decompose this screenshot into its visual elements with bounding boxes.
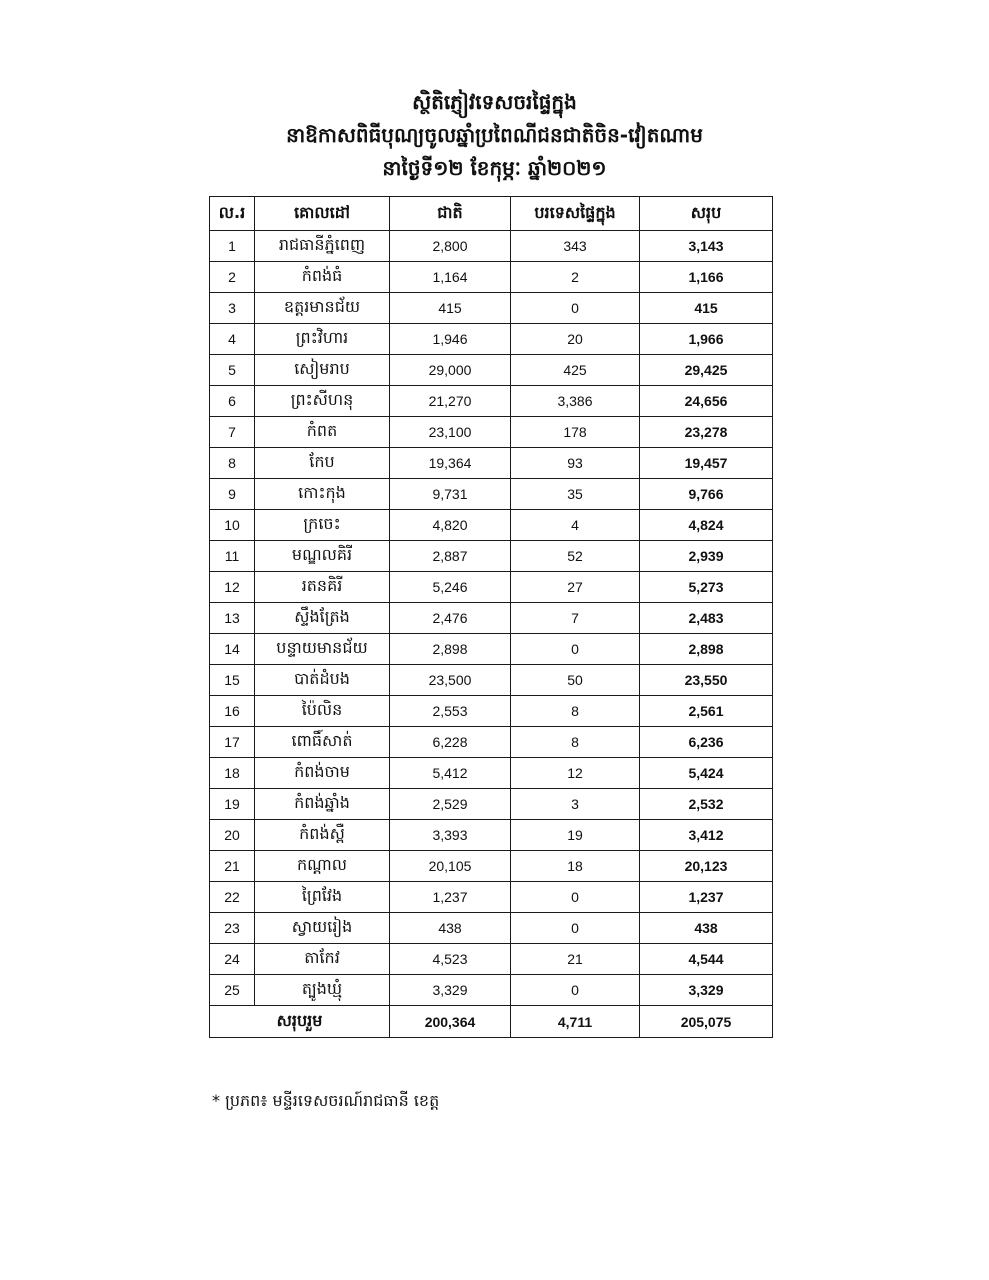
cell-total: 23,550 <box>640 665 773 696</box>
cell-foreign: 1,946 <box>390 324 511 355</box>
cell-province: ប៉ៃលិន <box>255 696 390 727</box>
cell-foreign: 6,228 <box>390 727 511 758</box>
cell-no: 20 <box>210 820 255 851</box>
cell-domestic: 20 <box>511 324 640 355</box>
header-total: សរុប <box>640 197 773 231</box>
table-row <box>210 789 773 820</box>
cell-no: 21 <box>210 851 255 882</box>
cell-no: 11 <box>210 541 255 572</box>
cell-foreign: 20,105 <box>390 851 511 882</box>
title-line-2: នាឱកាសពិធីបុណ្យចូលឆ្នាំប្រពៃណីជនជាតិចិន-វៀតណាម <box>286 123 703 147</box>
cell-foreign: 415 <box>390 293 511 324</box>
header-foreign: ជាតិ <box>390 197 511 231</box>
cell-no: 18 <box>210 758 255 789</box>
header-no: ល.រ <box>210 197 255 231</box>
cell-province: កំពង់ធំ <box>255 262 390 293</box>
table-row <box>210 696 773 727</box>
cell-foreign: 1,237 <box>390 882 511 913</box>
document-title <box>0 86 989 185</box>
cell-province: ពោធិ៍សាត់ <box>255 727 390 758</box>
table-row <box>210 510 773 541</box>
table-row <box>210 541 773 572</box>
table-row <box>210 820 773 851</box>
cell-domestic: 0 <box>511 913 640 944</box>
cell-foreign: 4,523 <box>390 944 511 975</box>
table-row <box>210 231 773 262</box>
cell-domestic: 12 <box>511 758 640 789</box>
table-row <box>210 882 773 913</box>
cell-total: 1,237 <box>640 882 773 913</box>
cell-domestic: 4 <box>511 510 640 541</box>
cell-total: 1,166 <box>640 262 773 293</box>
cell-domestic: 0 <box>511 882 640 913</box>
table-row <box>210 727 773 758</box>
cell-foreign: 23,100 <box>390 417 511 448</box>
cell-no: 7 <box>210 417 255 448</box>
table-header-row <box>210 197 773 231</box>
cell-province: កោះកុង <box>255 479 390 510</box>
cell-domestic: 35 <box>511 479 640 510</box>
cell-domestic: 18 <box>511 851 640 882</box>
cell-no: 2 <box>210 262 255 293</box>
cell-province: កណ្ដាល <box>255 851 390 882</box>
cell-no: 15 <box>210 665 255 696</box>
cell-no: 17 <box>210 727 255 758</box>
cell-foreign: 438 <box>390 913 511 944</box>
cell-foreign: 5,412 <box>390 758 511 789</box>
summary-row <box>210 1006 773 1038</box>
cell-domestic: 21 <box>511 944 640 975</box>
cell-no: 23 <box>210 913 255 944</box>
header-domestic: បរទេសផ្ទៃក្នុង <box>511 197 640 231</box>
cell-total: 5,273 <box>640 572 773 603</box>
cell-total: 2,483 <box>640 603 773 634</box>
summary-total: 205,075 <box>640 1006 773 1038</box>
cell-total: 23,278 <box>640 417 773 448</box>
cell-domestic: 8 <box>511 696 640 727</box>
cell-domestic: 27 <box>511 572 640 603</box>
cell-no: 14 <box>210 634 255 665</box>
table-row <box>210 417 773 448</box>
cell-domestic: 0 <box>511 975 640 1006</box>
table-row <box>210 324 773 355</box>
cell-province: បន្ទាយមានជ័យ <box>255 634 390 665</box>
cell-province: កំពត <box>255 417 390 448</box>
table-row <box>210 262 773 293</box>
cell-province: ព្រះវិហារ <box>255 324 390 355</box>
cell-foreign: 3,393 <box>390 820 511 851</box>
cell-total: 3,143 <box>640 231 773 262</box>
table-row <box>210 386 773 417</box>
cell-foreign: 3,329 <box>390 975 511 1006</box>
cell-province: តាកែវ <box>255 944 390 975</box>
cell-province: សៀមរាប <box>255 355 390 386</box>
cell-foreign: 29,000 <box>390 355 511 386</box>
cell-no: 10 <box>210 510 255 541</box>
summary-domestic: 4,711 <box>511 1006 640 1038</box>
table-row <box>210 913 773 944</box>
table-row <box>210 293 773 324</box>
cell-no: 22 <box>210 882 255 913</box>
cell-foreign: 2,898 <box>390 634 511 665</box>
cell-province: ស្ទឹងត្រែង <box>255 603 390 634</box>
cell-foreign: 23,500 <box>390 665 511 696</box>
table-row <box>210 479 773 510</box>
cell-domestic: 52 <box>511 541 640 572</box>
cell-no: 4 <box>210 324 255 355</box>
cell-province: ស្វាយរៀង <box>255 913 390 944</box>
cell-foreign: 2,887 <box>390 541 511 572</box>
cell-province: បាត់ដំបង <box>255 665 390 696</box>
cell-foreign: 2,476 <box>390 603 511 634</box>
cell-no: 13 <box>210 603 255 634</box>
cell-no: 12 <box>210 572 255 603</box>
cell-domestic: 0 <box>511 293 640 324</box>
header-destination: គោលដៅ <box>255 197 390 231</box>
cell-total: 4,544 <box>640 944 773 975</box>
cell-province: រាជធានីភ្នំពេញ <box>255 231 390 262</box>
table-row <box>210 355 773 386</box>
cell-province: ឧត្តរមានជ័យ <box>255 293 390 324</box>
cell-domestic: 19 <box>511 820 640 851</box>
title-line-1: ស្ថិតិភ្ញៀវទេសចរផ្ទៃក្នុង <box>412 90 577 114</box>
table-row <box>210 634 773 665</box>
cell-domestic: 3 <box>511 789 640 820</box>
statistics-table <box>209 196 773 1038</box>
cell-total: 9,766 <box>640 479 773 510</box>
cell-province: ព្រៃវែង <box>255 882 390 913</box>
table-row <box>210 975 773 1006</box>
cell-total: 2,532 <box>640 789 773 820</box>
cell-no: 16 <box>210 696 255 727</box>
cell-foreign: 4,820 <box>390 510 511 541</box>
cell-domestic: 7 <box>511 603 640 634</box>
cell-foreign: 21,270 <box>390 386 511 417</box>
cell-total: 2,939 <box>640 541 773 572</box>
cell-domestic: 8 <box>511 727 640 758</box>
cell-province: ត្បូងឃ្មុំ <box>255 975 390 1006</box>
cell-domestic: 3,386 <box>511 386 640 417</box>
source-footnote: * ប្រភព៖ មន្ទីរទេសចរណ៍រាជធានី ខេត្ត <box>212 1091 440 1110</box>
summary-foreign: 200,364 <box>390 1006 511 1038</box>
cell-no: 1 <box>210 231 255 262</box>
cell-foreign: 5,246 <box>390 572 511 603</box>
cell-domestic: 50 <box>511 665 640 696</box>
cell-province: ក្រចេះ <box>255 510 390 541</box>
cell-no: 25 <box>210 975 255 1006</box>
cell-total: 438 <box>640 913 773 944</box>
cell-foreign: 19,364 <box>390 448 511 479</box>
cell-total: 5,424 <box>640 758 773 789</box>
cell-province: កំពង់ចាម <box>255 758 390 789</box>
cell-total: 3,412 <box>640 820 773 851</box>
table-row <box>210 665 773 696</box>
cell-total: 20,123 <box>640 851 773 882</box>
title-line-3: នាថ្ងៃទី១២ ខែកុម្ភៈ ឆ្នាំ២០២១ <box>382 156 607 180</box>
cell-domestic: 425 <box>511 355 640 386</box>
cell-total: 1,966 <box>640 324 773 355</box>
cell-foreign: 9,731 <box>390 479 511 510</box>
cell-domestic: 178 <box>511 417 640 448</box>
cell-province: រតនគិរី <box>255 572 390 603</box>
summary-label: សរុបរួម <box>210 1006 390 1038</box>
cell-total: 29,425 <box>640 355 773 386</box>
cell-domestic: 2 <box>511 262 640 293</box>
cell-province: មណ្ឌលគិរី <box>255 541 390 572</box>
cell-foreign: 2,553 <box>390 696 511 727</box>
cell-no: 8 <box>210 448 255 479</box>
table-row <box>210 603 773 634</box>
cell-no: 3 <box>210 293 255 324</box>
cell-domestic: 343 <box>511 231 640 262</box>
cell-total: 2,898 <box>640 634 773 665</box>
cell-foreign: 2,529 <box>390 789 511 820</box>
cell-province: កែប <box>255 448 390 479</box>
cell-total: 6,236 <box>640 727 773 758</box>
cell-total: 415 <box>640 293 773 324</box>
table-row <box>210 758 773 789</box>
cell-no: 6 <box>210 386 255 417</box>
cell-total: 19,457 <box>640 448 773 479</box>
table-row <box>210 851 773 882</box>
cell-no: 19 <box>210 789 255 820</box>
cell-domestic: 0 <box>511 634 640 665</box>
cell-total: 4,824 <box>640 510 773 541</box>
table-row <box>210 448 773 479</box>
cell-total: 3,329 <box>640 975 773 1006</box>
cell-no: 24 <box>210 944 255 975</box>
cell-foreign: 2,800 <box>390 231 511 262</box>
cell-province: ព្រះសីហនុ <box>255 386 390 417</box>
cell-total: 24,656 <box>640 386 773 417</box>
cell-foreign: 1,164 <box>390 262 511 293</box>
table-row <box>210 572 773 603</box>
cell-domestic: 93 <box>511 448 640 479</box>
cell-total: 2,561 <box>640 696 773 727</box>
table-row <box>210 944 773 975</box>
cell-province: កំពង់ស្ពឺ <box>255 820 390 851</box>
cell-no: 9 <box>210 479 255 510</box>
cell-province: កំពង់ឆ្នាំង <box>255 789 390 820</box>
cell-no: 5 <box>210 355 255 386</box>
